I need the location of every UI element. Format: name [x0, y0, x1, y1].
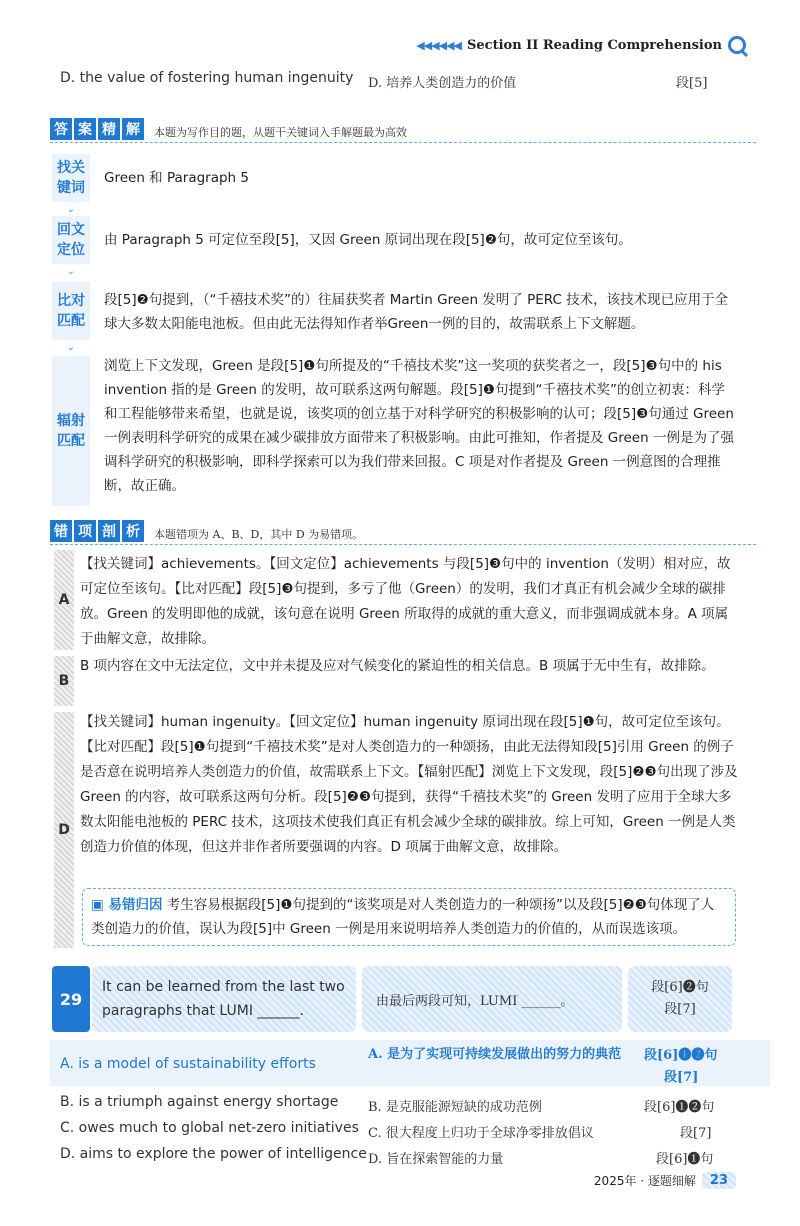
- step-label-locate: [52, 216, 90, 277]
- chip: 剖: [98, 520, 120, 542]
- step-text: 浏览上下文发现，Green 是段[5]❶句所提及的“千禧技术奖”这一奖项的获奖者之一，段[5]❸句中的 his invention 指的是 Green 的发明，故可联系这两句解题。段[5]❶句提到“千禧技术奖”的创立初衷：科学和工程能够带来希望，也就是说，该奖项的创立基于对科学研究的积极影响的认可；段[5]❸句通过 Green 一例表明科学研究的成果在减少碳排放方面带来了积极影响。由此可推知，作者提及 Green 一例是为了强调科学研究的积极影响，即科学探索可以为我们带来回报。C 项是对作者提及 Green 一例意图的合理推断，故正确。: [104, 358, 734, 494]
- option-c-en: C. owes much to global net-zero initiatives: [60, 1120, 359, 1136]
- step-label-line: 找关: [57, 160, 85, 176]
- error-text: 【找关键词】human ingenuity。【回文定位】human ingenuity 原词出现在段[5]❶句，故可定位至该句。【比对匹配】段[5]❶句提到“千禧技术奖”是对人类创造力的一种颂扬，由此无法得知段[5]引用 Green 的例子是否意在说明培养人类创造力的价值，故需联系上下文。【辐射匹配】浏览上下文发现，段[5]❷❸句出现了涉及 Green 的内容，故可联系这两句分析。段[5]❷❸句提到，获得“千禧技术奖”的 Green 发明了应用于全球大多数太阳能电池板的 PERC 技术，这项技术使我们真正有机会减少全球的碳排放。综上可知，Green 一例是人类创造力价值的体现，但这并非作者所要强调的内容。D 项属于曲解文意，故排除。: [80, 714, 738, 855]
- question-stem-cn: [362, 966, 622, 1032]
- chip: 案: [74, 118, 96, 140]
- error-text: B 项内容在文中无法定位，文中并未提及应对气候变化的紧迫性的相关信息。B 项属于无中生有，故排除。: [80, 658, 715, 674]
- step-label-line: 键词: [57, 180, 85, 196]
- error-letter: B: [54, 656, 74, 706]
- header-title: Section II Reading Comprehension: [467, 37, 722, 53]
- question-stem-en: [92, 966, 356, 1032]
- option-d-para: 段[6]❶句: [656, 1152, 714, 1167]
- page-number: 23: [702, 1172, 736, 1189]
- footer-label: 2025年 · 逐题细解: [593, 1174, 696, 1188]
- error-text: 【找关键词】achievements。【回文定位】achievements 与段[5]❸句中的 invention（发明）相对应，故可定位至该句。【比对匹配】段[5]❸句提到，多亏了他（Green）的发明，我们才真正有机会减少全球的碳排放。Green 的发明即他的成就，该句意在说明 Green 所取得的成就的重大意义，而非强调成就本身。A 项属于曲解文意，故排除。: [80, 556, 731, 647]
- step-label-line: 匹配: [57, 433, 85, 449]
- step-label-line: 匹配: [57, 313, 85, 329]
- step-label-line: 回文: [57, 222, 85, 238]
- chip: 答: [50, 118, 72, 140]
- question-stem-cn-text: 由最后两段可知，LUMI ______。: [376, 993, 574, 1009]
- option-a-cn: A. 是为了实现可持续发展做出的努力的典范: [368, 1047, 622, 1062]
- trap-box: [82, 888, 736, 946]
- chevron-down-icon: ⌄: [66, 204, 76, 215]
- chevron-down-icon: ⌄: [66, 342, 76, 353]
- section-note: 本题错项为 A、B、D，其中 D 为易错项。: [154, 528, 364, 541]
- error-section-header: [50, 520, 756, 545]
- answer-section-header: [50, 118, 756, 143]
- step-label-line: 比对: [57, 293, 85, 309]
- section-note: 本题为写作目的题，从题干关键词入手解题最为高效: [154, 126, 407, 139]
- option-d-en: D. the value of fostering human ingenuity: [60, 70, 354, 86]
- step-label-radiate: [52, 356, 90, 506]
- step-text: 由 Paragraph 5 可定位至段[5]，又因 Green 原词出现在段[5]❷句，故可定位至该句。: [104, 232, 632, 248]
- chip: 解: [122, 118, 144, 140]
- chip: 析: [122, 520, 144, 542]
- option-c-cn: C. 很大程度上归功于全球净零排放倡议: [368, 1126, 594, 1141]
- error-block-a: [54, 550, 740, 650]
- option-c-para: 段[7]: [680, 1126, 712, 1141]
- para-ref: 段[6]❷句: [651, 980, 709, 995]
- trap-label-icon: ▣: [91, 897, 109, 913]
- option-d-cn: D. 旨在探索智能的力量: [368, 1152, 504, 1167]
- option-d-en: D. aims to explore the power of intelligence: [60, 1146, 367, 1162]
- arrows-icon: ◀◀◀◀◀◀: [416, 38, 461, 52]
- chip: 错: [50, 520, 72, 542]
- chevron-down-icon: ⌄: [66, 266, 76, 277]
- chip: 项: [74, 520, 96, 542]
- step-label-line: 辐射: [57, 413, 85, 429]
- question-number: 29: [52, 966, 90, 1032]
- page-header: [416, 32, 746, 58]
- error-letter: D: [54, 712, 74, 948]
- option-b-en: B. is a triumph against energy shortage: [60, 1094, 339, 1110]
- option-b-cn: B. 是克服能源短缺的成功范例: [368, 1100, 542, 1115]
- question-para-ref: [628, 966, 732, 1032]
- step-text: Green 和 Paragraph 5: [104, 170, 249, 186]
- trap-text: 考生容易根据段[5]❶句提到的“该奖项是对人类创造力的一种颂扬”以及段[5]❷❸句体现了人类创造力的价值，误认为段[5]中 Green 一例是用来说明培养人类创造力的价值的，从而误选该项。: [91, 897, 715, 937]
- page-footer: [594, 1172, 736, 1189]
- step-text: 段[5]❷句提到，（“千禧技术奖”的）往届获奖者 Martin Green 发明了 PERC 技术，该技术现已应用于全球大多数太阳能电池板。但由此无法得知作者举Green一例的目的，故需联系上下文解题。: [104, 292, 729, 332]
- option-a-para: 段[6]❶❷句: [644, 1048, 718, 1063]
- option-a-en: A. is a model of sustainability efforts: [60, 1056, 316, 1072]
- option-d-para: 段[5]: [676, 76, 708, 91]
- error-letter: A: [54, 550, 74, 650]
- option-a-para: 段[7]: [664, 1070, 699, 1085]
- option-b-para: 段[6]❶❷句: [644, 1100, 715, 1115]
- step-label-compare: [52, 282, 90, 353]
- chip: 精: [98, 118, 120, 140]
- question-stem-en-text: It can be learned from the last two paragraphs that LUMI ______.: [102, 979, 345, 1019]
- option-d-cn: D. 培养人类创造力的价值: [368, 76, 517, 91]
- step-label-line: 定位: [57, 242, 85, 258]
- error-block-b: [54, 656, 740, 706]
- trap-label: 易错归因: [108, 897, 163, 913]
- para-ref: 段[7]: [664, 1002, 696, 1017]
- search-icon: [728, 36, 746, 54]
- step-label-keyword: [52, 154, 90, 215]
